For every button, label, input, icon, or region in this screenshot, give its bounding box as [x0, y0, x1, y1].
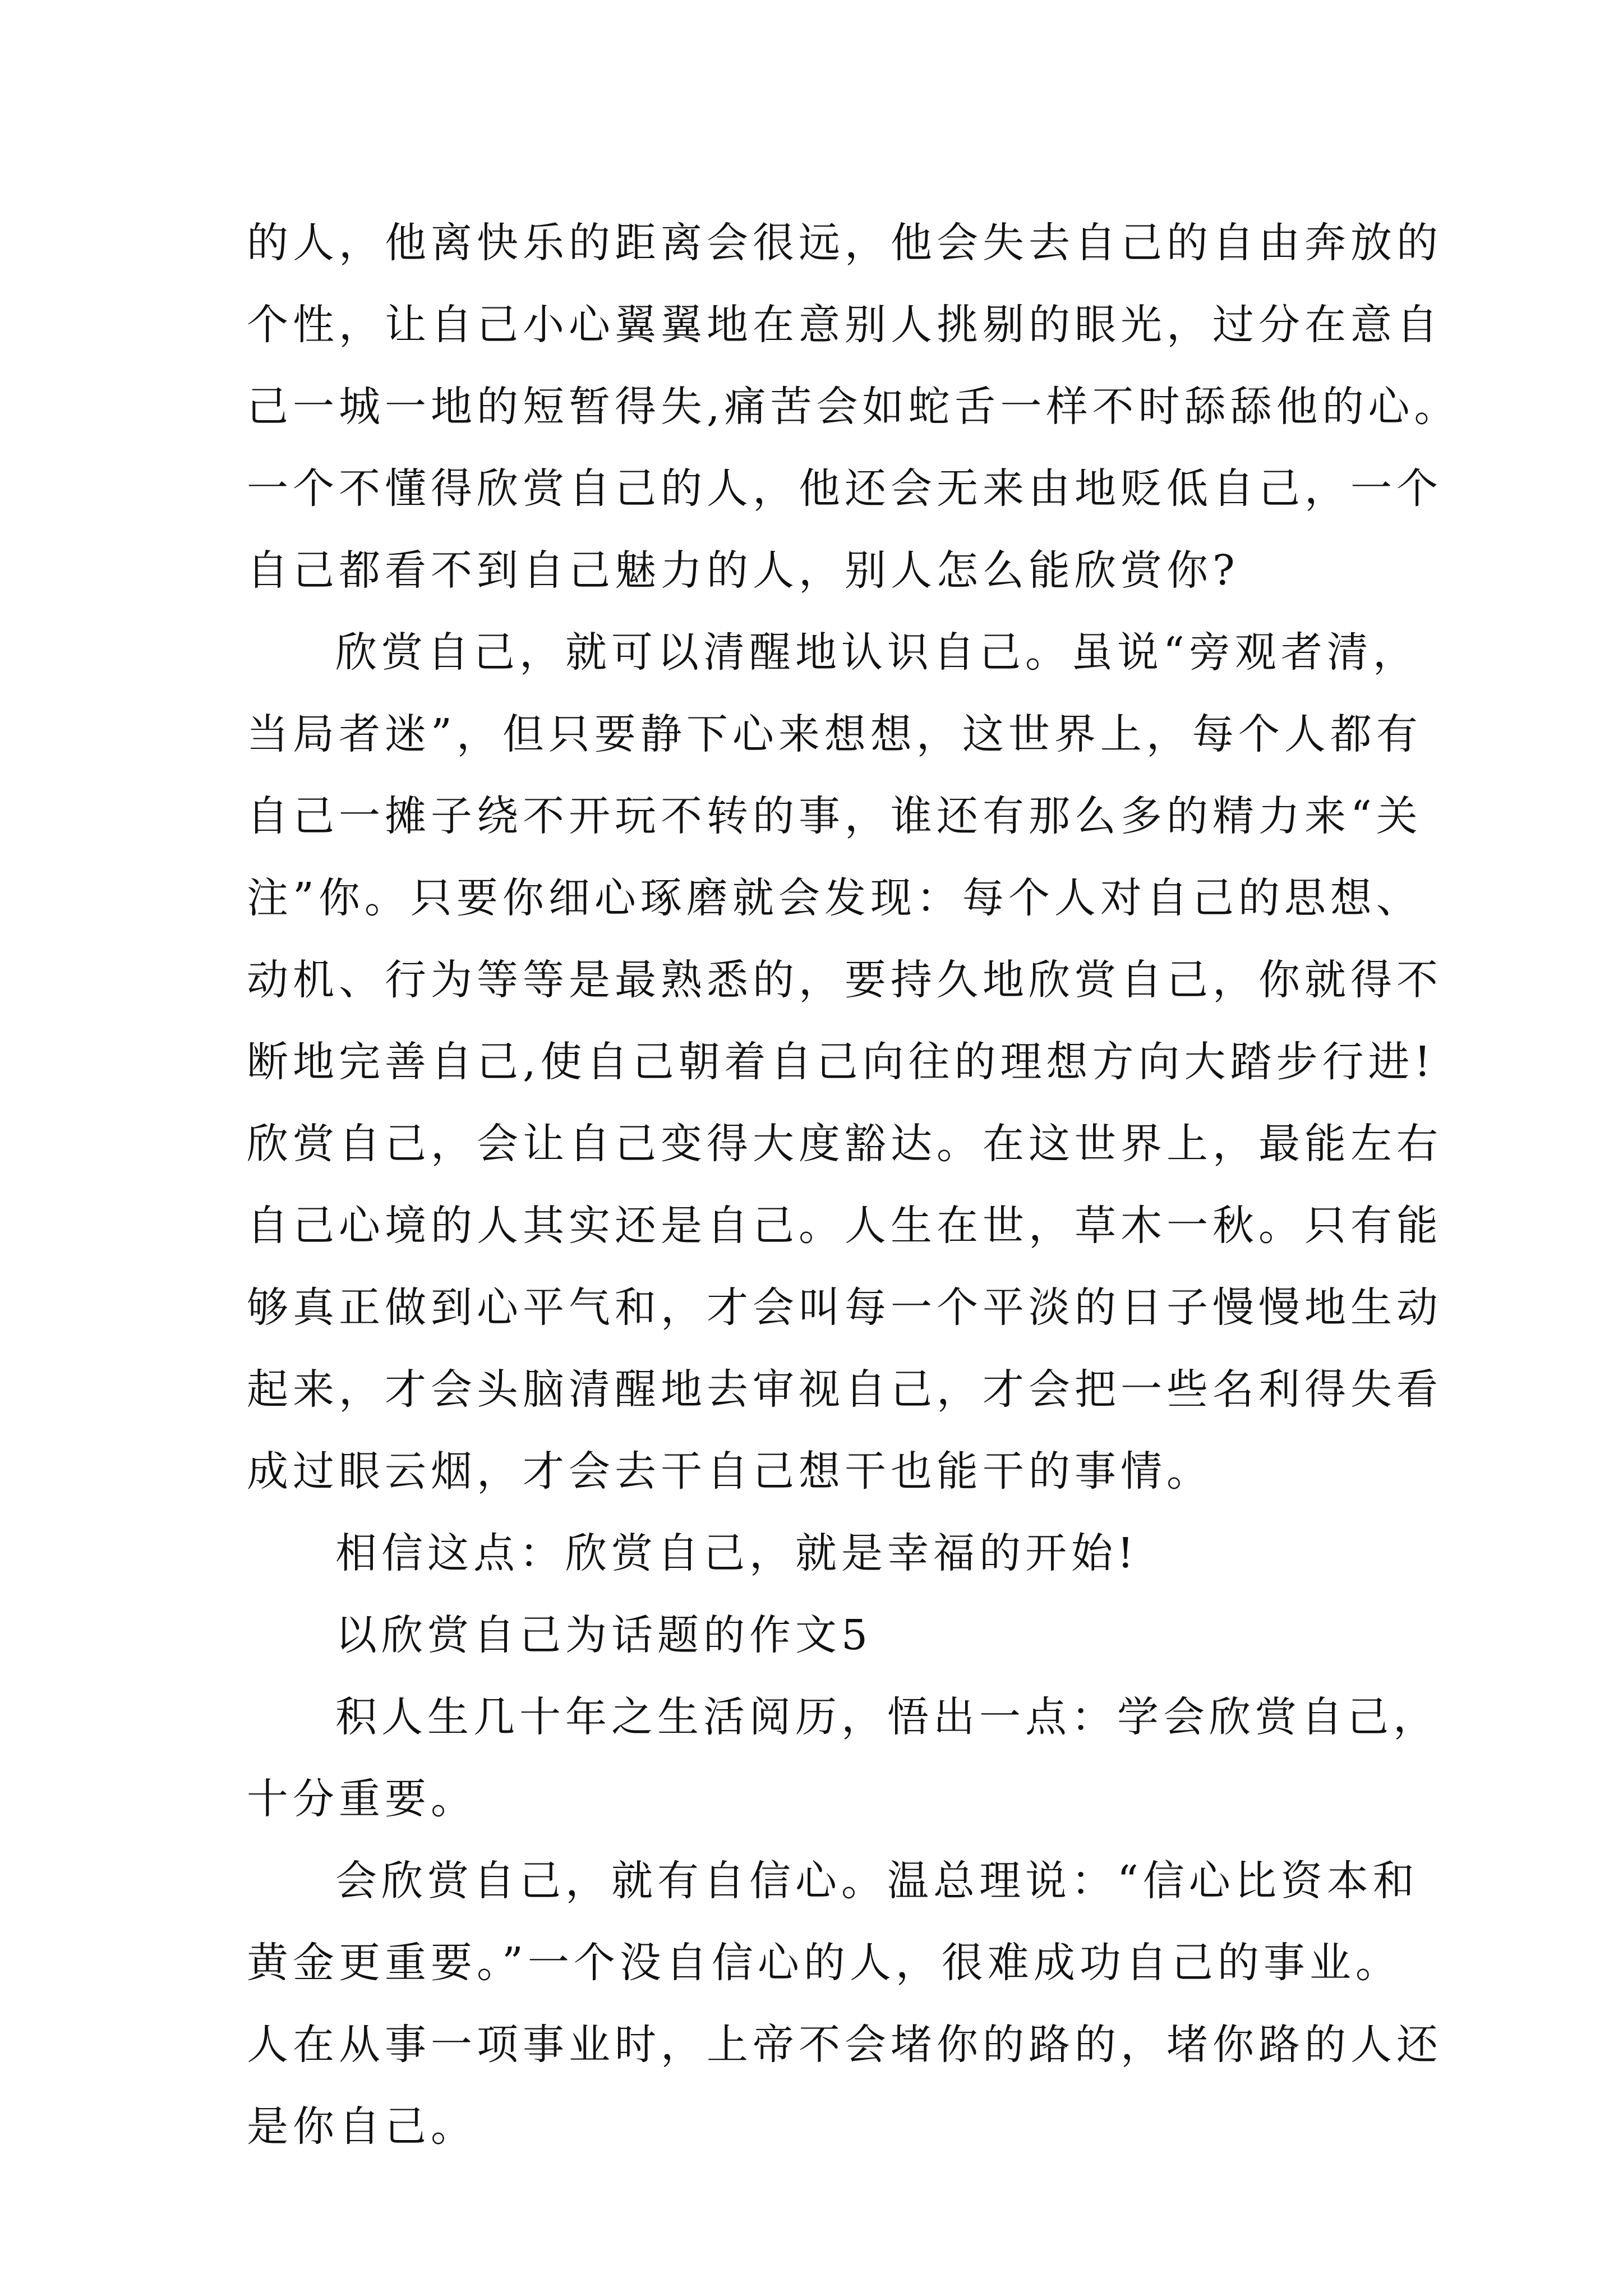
paragraph-first-line: 会欣赏自己，就有自信心。温总理说：“信心比资本和: [335, 1857, 1419, 1905]
paragraph-first-line: 相信这点：欣赏自己，就是幸福的开始!: [335, 1529, 1138, 1577]
document-body: [247, 202, 1460, 2168]
text-line: 的人，他离快乐的距离会很远，他会失去自己的自由奔放的: [247, 219, 1442, 267]
paragraph-first-line: 欣赏自己，就可以清醒地认识自己。虽说“旁观者清，: [335, 628, 1419, 677]
text-line: 够真正做到心平气和，才会叫每一个平淡的日子慢慢地生动: [247, 1283, 1442, 1332]
text-line: 己一城一地的短暂得失,痛苦会如蛇舌一样不时舔舔他的心。: [247, 383, 1460, 431]
text-line: 起来，才会头脑清醒地去审视自己，才会把一些名利得失看: [247, 1365, 1442, 1414]
text-line: 黄金更重要。”一个没自信心的人，很难成功自己的事业。: [247, 1939, 1401, 1987]
text-line: 当局者迷”，但只要静下心来想想，这世界上，每个人都有: [247, 710, 1422, 758]
text-line: 注”你。只要你细心琢磨就会发现：每个人对自己的思想、: [247, 874, 1422, 922]
text-line: 成过眼云烟，才会去干自己想干也能干的事情。: [247, 1447, 1212, 1496]
paragraph-first-line: 以欣赏自己为话题的作文5: [335, 1611, 873, 1659]
text-line: 自己心境的人其实还是自己。人生在世，草木一秋。只有能: [247, 1202, 1442, 1250]
text-line: 动机、行为等等是最熟悉的，要持久地欣赏自己，你就得不: [247, 956, 1442, 1004]
text-line: 是你自己。: [247, 2102, 477, 2151]
text-line: 断地完善自己,使自己朝着自己向往的理想方向大踏步行进!: [247, 1038, 1436, 1086]
text-line: 自己都看不到自己魅力的人，别人怎么能欣赏你?: [247, 546, 1239, 595]
paragraph-first-line: 积人生几十年之生活阅历，悟出一点：学会欣赏自己，: [335, 1693, 1439, 1741]
text-line: 人在从事一项事业时，上帝不会堵你的路的，堵你路的人还: [247, 2021, 1442, 2069]
text-line: 一个不懂得欣赏自己的人，他还会无来由地贬低自己，一个: [247, 464, 1442, 513]
text-line: 欣赏自己，会让自己变得大度豁达。在这世界上，最能左右: [247, 1120, 1442, 1168]
text-line: 自己一摊子绕不开玩不转的事，谁还有那么多的精力来“关: [247, 792, 1422, 840]
text-line: 十分重要。: [247, 1775, 477, 1823]
text-line: 个性，让自己小心翼翼地在意别人挑剔的眼光，过分在意自: [247, 301, 1442, 349]
